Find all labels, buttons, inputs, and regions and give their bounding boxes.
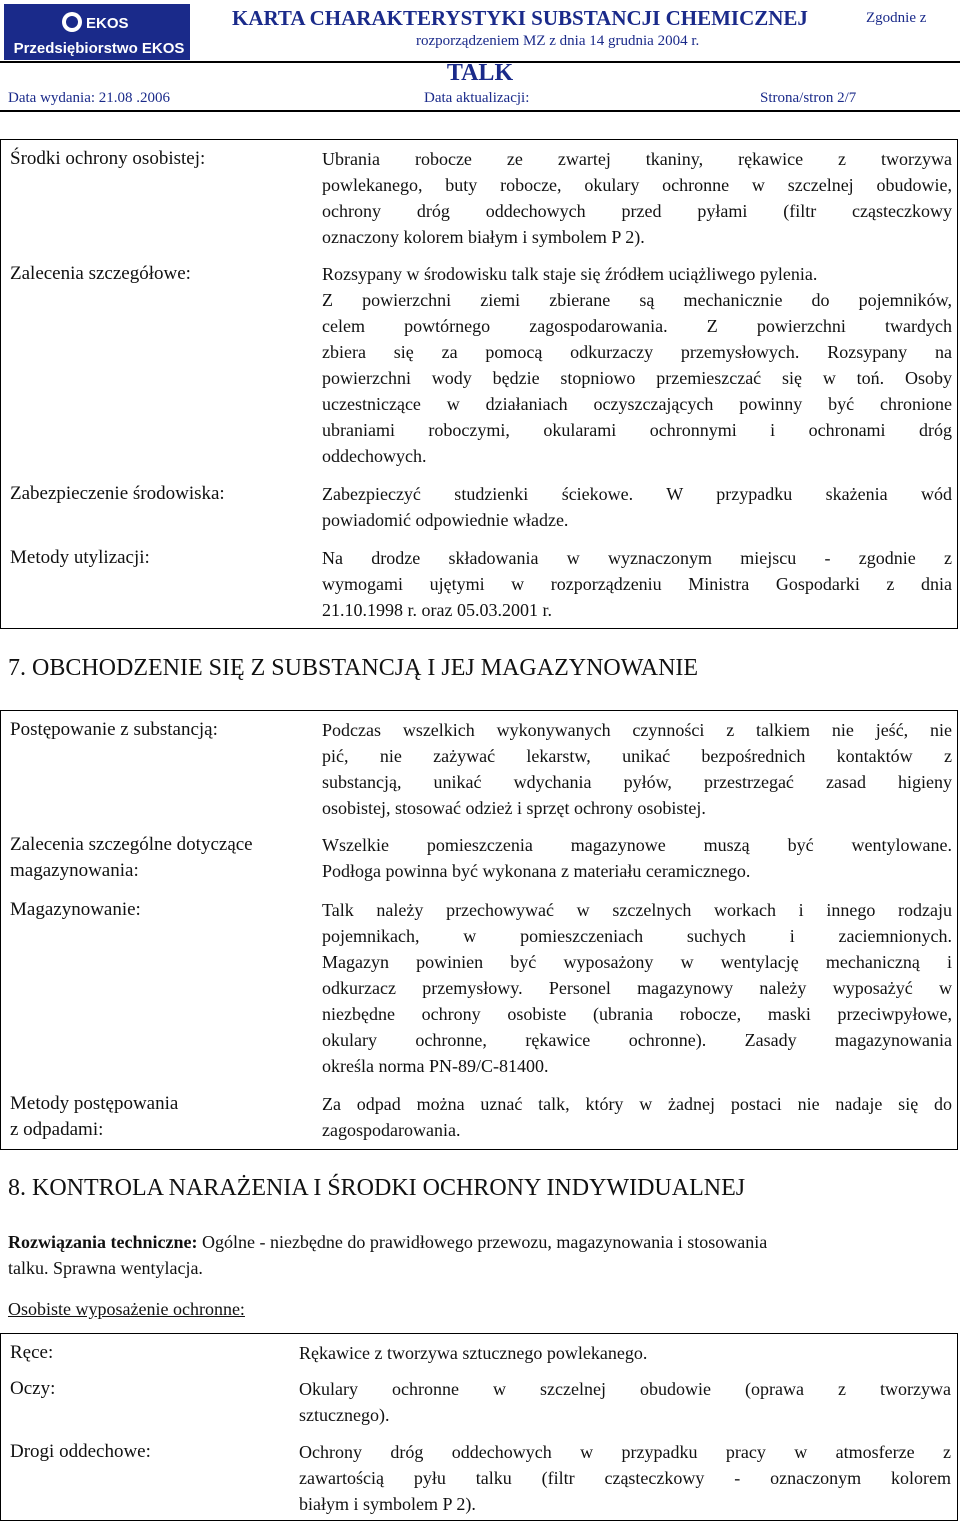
technical-measures-text-cont: talku. Sprawna wentylacja. [8,1258,203,1278]
row-label: Środki ochrony osobistej: [10,148,206,169]
row-label: Metody postępowania z odpadami: [10,1093,179,1140]
page-number: Strona/stron 2/7 [760,90,857,106]
row-value: Zabezpieczyć studzienki ściekowe. W przypadku skażenia wód powiadomić odpowiednie władze. [322,484,952,530]
ppe-table [0,1333,958,1521]
row-label: Ręce: [10,1342,54,1363]
handling-storage-table [0,710,958,1150]
technical-measures-label: Rozwiązania techniczne: [8,1232,198,1252]
header-meta-row [0,90,960,112]
document-header [0,0,960,108]
logo-text: EKOS [86,15,129,32]
product-name: TALK [446,60,514,86]
row-value: Rozsypany w środowisku talk staje się źródłem uciążliwego pylenia. Z powierzchni ziemi zbierane są mechanicznie do pojemników, celem powtórnego zagospodarowania. Z powierzchni twardych zbiera się za pomocą odkurzaczy przemysłowych. Rozsypany na powierzchni wody będzie stopniowo przemieszczać się w toń. Osoby uczestniczące w działaniach oczyszczających powinny być chronione ubraniami roboczymi, okularami ochronnymi i ochronami dróg oddechowych. [322,264,952,466]
row-value: Wszelkie pomieszczenia magazynowe muszą być wentylowane. Podłoga powinna być wykonana z materiału ceramicznego. [322,835,952,881]
row-value: Okulary ochronne w szczelnej obudowie (oprawa z tworzywa sztucznego). [299,1379,951,1425]
row-value: Talk należy przechowywać w szczelnych workach i innego rodzaju pojemnikach, w pomieszczeniach suchych i zaciemnionych. Magazyn powinien być wyposażony w wentylację mechaniczną i odkurzacz przemysłowy. Personel magazynowy należy wyposażyć w niezbędne ochrony osobiste (ubrania robocze, maski przeciwpyłowe, okulary ochronne, rękawice ochronne). Zasady magazynowania określa norma PN-89/C-81400. [322,900,952,1076]
issue-date: Data wydania: 21.08 .2006 [8,90,171,106]
document-title: KARTA CHARAKTERYSTYKI SUBSTANCJI CHEMICZNEJ [232,6,808,30]
compliance-label: Zgodnie z [866,10,927,26]
technical-measures-text: Ogólne - niezbędne do prawidłowego przewozu, magazynowania i stosowania [197,1232,768,1252]
row-label: Oczy: [10,1378,56,1399]
row-value: Ochrony dróg oddechowych w przypadku pracy w atmosferze z zawartością pyłu talku (filtr cząsteczkowy - oznaczonym kolorem białym i symbolem P 2). [299,1442,951,1514]
ekos-logo-icon [60,8,140,36]
row-value: Za odpad można uznać talk, który w żadnej postaci nie nadaje się do zagospodarowania. [322,1094,952,1140]
header-top-band [0,0,960,63]
row-label: Postępowanie z substancją: [10,719,218,740]
technical-measures [8,1229,956,1281]
row-value: Podczas wszelkich wykonywanych czynności z talkiem nie jeść, nie pić, nie zażywać lekarstw, unikać bezpośrednich kontaktów z substancją, unikać wdychania pyłów, przestrzegać zasad higieny osobistej, stosować odzież i sprzęt ochrony osobistej. [322,720,952,818]
section-8-title: 8. KONTROLA NARAŻENIA I ŚRODKI OCHRONY INDYWIDUALNEJ [8,1175,746,1201]
row-label: Metody utylizacji: [10,547,150,568]
update-date: Data aktualizacji: [424,90,530,106]
row-label: Magazynowanie: [10,899,141,920]
company-logo [4,4,190,60]
row-label: Zalecenia szczegółowe: [10,263,191,284]
row-label: Zabezpieczenie środowiska: [10,483,225,504]
row-label: Zalecenia szczególne dotyczące magazynowania: [10,834,253,881]
ppe-heading: Osobiste wyposażenie ochronne: [8,1299,245,1319]
personal-protection-table [0,139,958,629]
regulation-reference: rozporządzeniem MZ z dnia 14 grudnia 2004 r. [416,33,700,49]
row-label: Drogi oddechowe: [10,1441,151,1462]
row-value: Rękawice z tworzywa sztucznego powlekanego. [299,1343,648,1363]
row-value: Ubrania robocze ze zwartej tkaniny, rękawice z tworzywa powlekanego, buty robocze, okulary ochronne w szczelnej obudowie, ochrony dróg oddechowych przed pyłami (filtr cząsteczkowy oznaczony kolorem białym i symbolem P 2). [322,149,952,247]
row-value: Na drodze składowania w wyznaczonym miejscu - zgodnie z wymogami ujętymi w rozporządzeniu Ministra Gospodarki z dnia 21.10.1998 r. oraz 05.03.2001 r. [322,548,952,620]
company-name: Przedsiębiorstwo EKOS [13,40,185,57]
section-7-title: 7. OBCHODZENIE SIĘ Z SUBSTANCJĄ I JEJ MAGAZYNOWANIE [8,655,699,681]
